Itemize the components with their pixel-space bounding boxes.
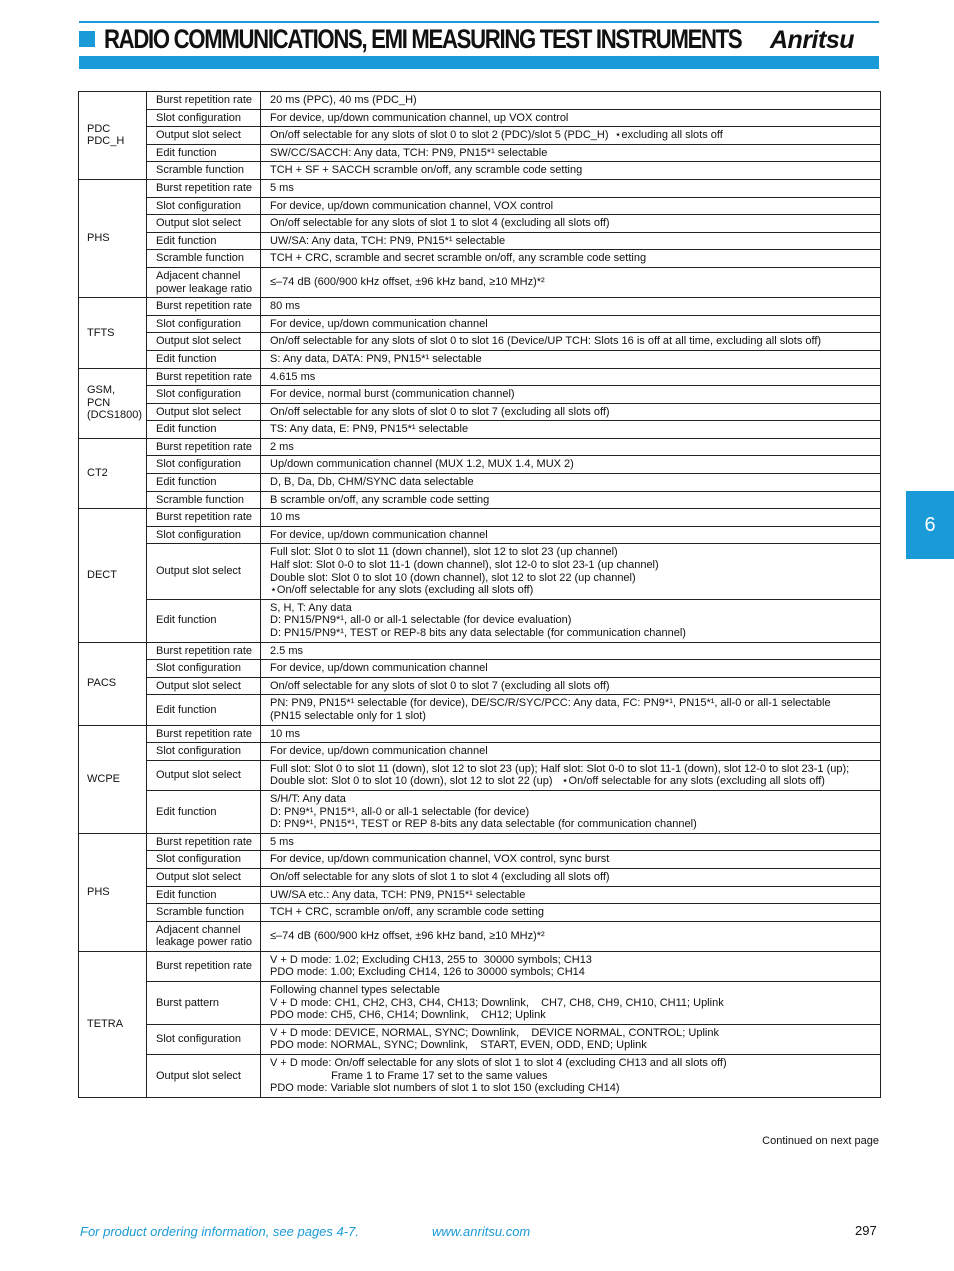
feature-value: V + D mode: 1.02; Excluding CH13, 255 to 30000 symbols; CH13 PDO mode: 1.00; Excluding CH14, 126 to 30000 symbols; CH14 <box>261 951 881 981</box>
feature-value: On/off selectable for any slots of slot 0 to slot 7 (excluding all slots off) <box>261 403 881 421</box>
spec-table <box>78 91 881 1098</box>
table-row <box>79 886 881 904</box>
feature-label: Edit function <box>147 232 261 250</box>
feature-value: For device, up/down communication channel <box>261 315 881 333</box>
feature-label: Edit function <box>147 421 261 439</box>
feature-label: Burst repetition rate <box>147 92 261 110</box>
feature-value: 20 ms (PPC), 40 ms (PDC_H) <box>261 92 881 110</box>
feature-value: On/off selectable for any slots of slot 1 to slot 4 (excluding all slots off) <box>261 868 881 886</box>
feature-label: Slot configuration <box>147 109 261 127</box>
feature-value: Full slot: Slot 0 to slot 11 (down channel), slot 12 to slot 23 (up channel) Half slot: Slot 0-0 to slot 11-1 (down channel), slot 12-0 to slot 23-1 (up channel) Double slot: Slot 0 to slot 10 (down channel), slot 12 to slot 22 (up channel) ⋆On/off selectable for any slots (excluding all slots off) <box>261 544 881 599</box>
feature-value: Full slot: Slot 0 to slot 11 (down), slot 12 to slot 23 (up); Half slot: Slot 0-0 to slot 11-1 (down), slot 12-0 to slot 23-1 (up); Double slot: Slot 0 to slot 10 (down), slot 12 to slot 22 (up) ⋆On/off selectable for any slots (excluding all slots off) <box>261 760 881 790</box>
table-row <box>79 790 881 833</box>
feature-value: Up/down communication channel (MUX 1.2, MUX 1.4, MUX 2) <box>261 456 881 474</box>
table-row <box>79 677 881 695</box>
feature-label: Slot configuration <box>147 456 261 474</box>
table-row <box>79 921 881 951</box>
feature-label: Burst repetition rate <box>147 642 261 660</box>
table-row <box>79 1055 881 1098</box>
feature-label: Burst pattern <box>147 982 261 1025</box>
table-row <box>79 315 881 333</box>
table-row <box>79 509 881 527</box>
feature-value: 5 ms <box>261 833 881 851</box>
top-rule <box>79 21 879 23</box>
table-row <box>79 298 881 316</box>
feature-value: 10 ms <box>261 725 881 743</box>
table-row <box>79 92 881 110</box>
table-row <box>79 250 881 268</box>
table-row <box>79 109 881 127</box>
feature-label: Burst repetition rate <box>147 298 261 316</box>
standard-name: WCPE <box>79 725 147 833</box>
feature-value: SW/CC/SACCH: Any data, TCH: PN9, PN15*¹ selectable <box>261 144 881 162</box>
feature-label: Output slot select <box>147 760 261 790</box>
feature-value: S/H/T: Any data D: PN9*¹, PN15*¹, all-0 or all-1 selectable (for device) D: PN9*¹, PN15*¹, TEST or REP 8-bits any data selectable (for communication channel) <box>261 790 881 833</box>
feature-label: Edit function <box>147 350 261 368</box>
table-row <box>79 868 881 886</box>
table-row <box>79 833 881 851</box>
feature-value: S, H, T: Any data D: PN15/PN9*¹, all-0 or all-1 selectable (for device evaluation) D: PN15/PN9*¹, TEST or REP-8 bits any data selectable (for communication channel) <box>261 599 881 642</box>
feature-value: On/off selectable for any slots of slot 0 to slot 16 (Device/UP TCH: Slots 16 is off at all time, excluding all slots off) <box>261 333 881 351</box>
feature-value: V + D mode: DEVICE, NORMAL, SYNC; Downlink, DEVICE NORMAL, CONTROL; Uplink PDO mode: NORMAL, SYNC; Downlink, START, EVEN, ODD, END; Uplink <box>261 1024 881 1054</box>
feature-label: Slot configuration <box>147 660 261 678</box>
feature-label: Output slot select <box>147 868 261 886</box>
header-square-icon <box>79 31 95 47</box>
feature-value: TS: Any data, E: PN9, PN15*¹ selectable <box>261 421 881 439</box>
feature-label: Slot configuration <box>147 851 261 869</box>
feature-value: 80 ms <box>261 298 881 316</box>
feature-label: Scramble function <box>147 904 261 922</box>
feature-value: Following channel types selectable V + D mode: CH1, CH2, CH3, CH4, CH13; Downlink, CH7, CH8, CH9, CH10, CH11; Uplink PDO mode: CH5, CH6, CH14; Downlink, CH12; Uplink <box>261 982 881 1025</box>
feature-label: Slot configuration <box>147 1024 261 1054</box>
standard-name: PACS <box>79 642 147 725</box>
table-row <box>79 491 881 509</box>
feature-value: For device, up/down communication channel <box>261 660 881 678</box>
feature-value: TCH + SF + SACCH scramble on/off, any scramble code setting <box>261 162 881 180</box>
feature-value: 4.615 ms <box>261 368 881 386</box>
table-row <box>79 421 881 439</box>
table-row <box>79 642 881 660</box>
continued-note: Continued on next page <box>762 1135 879 1147</box>
chapter-tab[interactable] <box>906 491 954 559</box>
feature-value: For device, up/down communication channel, VOX control, sync burst <box>261 851 881 869</box>
table-row <box>79 144 881 162</box>
table-row <box>79 982 881 1025</box>
feature-label: Slot configuration <box>147 197 261 215</box>
standard-name: PHS <box>79 179 147 297</box>
standard-name: PDC PDC_H <box>79 92 147 180</box>
feature-label: Edit function <box>147 474 261 492</box>
table-row <box>79 232 881 250</box>
feature-label: Scramble function <box>147 491 261 509</box>
feature-value: For device, up/down communication channel, VOX control <box>261 197 881 215</box>
table-row <box>79 162 881 180</box>
table-row <box>79 695 881 725</box>
table-row <box>79 660 881 678</box>
feature-value: 10 ms <box>261 509 881 527</box>
feature-value: UW/SA etc.: Any data, TCH: PN9, PN15*¹ selectable <box>261 886 881 904</box>
feature-label: Edit function <box>147 790 261 833</box>
standard-name: DECT <box>79 509 147 642</box>
table-row <box>79 743 881 761</box>
feature-label: Slot configuration <box>147 743 261 761</box>
feature-label: Edit function <box>147 599 261 642</box>
feature-value: For device, up/down communication channel <box>261 526 881 544</box>
feature-value: TCH + CRC, scramble on/off, any scramble code setting <box>261 904 881 922</box>
ordering-link[interactable]: For product ordering information, see pages 4-7. <box>80 1224 359 1239</box>
feature-value: S: Any data, DATA: PN9, PN15*¹ selectable <box>261 350 881 368</box>
feature-value: TCH + CRC, scramble and secret scramble on/off, any scramble code setting <box>261 250 881 268</box>
feature-value: 2.5 ms <box>261 642 881 660</box>
table-row <box>79 197 881 215</box>
feature-value: On/off selectable for any slots of slot 1 to slot 4 (excluding all slots off) <box>261 215 881 233</box>
feature-label: Output slot select <box>147 127 261 145</box>
table-row <box>79 851 881 869</box>
brand-logo: Anritsu <box>770 26 854 54</box>
website-link[interactable]: www.anritsu.com <box>432 1224 531 1239</box>
feature-value: 2 ms <box>261 438 881 456</box>
standard-name: GSM, PCN (DCS1800) <box>79 368 147 438</box>
table-row <box>79 1024 881 1054</box>
table-row <box>79 403 881 421</box>
table-row <box>79 368 881 386</box>
chapter-tab-label: 6 <box>924 513 936 536</box>
table-row <box>79 904 881 922</box>
feature-label: Adjacent channel power leakage ratio <box>147 267 261 297</box>
table-row <box>79 599 881 642</box>
standard-name: CT2 <box>79 438 147 508</box>
table-row <box>79 333 881 351</box>
feature-label: Burst repetition rate <box>147 725 261 743</box>
feature-value: On/off selectable for any slots of slot 0 to slot 2 (PDC)/slot 5 (PDC_H) ⋆excluding all slots off <box>261 127 881 145</box>
feature-label: Scramble function <box>147 162 261 180</box>
feature-label: Burst repetition rate <box>147 833 261 851</box>
table-row <box>79 267 881 297</box>
feature-label: Output slot select <box>147 677 261 695</box>
feature-value: For device, normal burst (communication channel) <box>261 386 881 404</box>
feature-label: Output slot select <box>147 333 261 351</box>
feature-label: Slot configuration <box>147 526 261 544</box>
feature-value: On/off selectable for any slots of slot 0 to slot 7 (excluding all slots off) <box>261 677 881 695</box>
feature-label: Edit function <box>147 695 261 725</box>
feature-label: Burst repetition rate <box>147 368 261 386</box>
table-row <box>79 350 881 368</box>
header-bar <box>79 56 879 69</box>
feature-label: Output slot select <box>147 1055 261 1098</box>
feature-value: UW/SA: Any data, TCH: PN9, PN15*¹ selectable <box>261 232 881 250</box>
feature-value: ≤–74 dB (600/900 kHz offset, ±96 kHz band, ≥10 MHz)*² <box>261 267 881 297</box>
table-row <box>79 456 881 474</box>
table-row <box>79 760 881 790</box>
feature-label: Burst repetition rate <box>147 951 261 981</box>
feature-label: Slot configuration <box>147 315 261 333</box>
feature-value: 5 ms <box>261 179 881 197</box>
table-row <box>79 438 881 456</box>
table-row <box>79 474 881 492</box>
feature-label: Burst repetition rate <box>147 509 261 527</box>
table-row <box>79 544 881 599</box>
standard-name: PHS <box>79 833 147 951</box>
feature-label: Output slot select <box>147 403 261 421</box>
feature-label: Burst repetition rate <box>147 179 261 197</box>
table-row <box>79 179 881 197</box>
feature-value: For device, up/down communication channel <box>261 743 881 761</box>
table-row <box>79 386 881 404</box>
page-number: 297 <box>855 1223 877 1238</box>
standard-name: TETRA <box>79 951 147 1097</box>
table-row <box>79 215 881 233</box>
feature-label: Edit function <box>147 144 261 162</box>
page-title: RADIO COMMUNICATIONS, EMI MEASURING TEST INSTRUMENTS <box>104 24 742 54</box>
feature-value: ≤–74 dB (600/900 kHz offset, ±96 kHz band, ≥10 MHz)*² <box>261 921 881 951</box>
feature-label: Slot configuration <box>147 386 261 404</box>
table-row <box>79 127 881 145</box>
feature-value: For device, up/down communication channel, up VOX control <box>261 109 881 127</box>
feature-label: Adjacent channel leakage power ratio <box>147 921 261 951</box>
standard-name: TFTS <box>79 298 147 368</box>
feature-value: B scramble on/off, any scramble code setting <box>261 491 881 509</box>
table-row <box>79 951 881 981</box>
feature-label: Output slot select <box>147 215 261 233</box>
feature-label: Burst repetition rate <box>147 438 261 456</box>
feature-label: Output slot select <box>147 544 261 599</box>
feature-label: Scramble function <box>147 250 261 268</box>
feature-value: D, B, Da, Db, CHM/SYNC data selectable <box>261 474 881 492</box>
feature-label: Edit function <box>147 886 261 904</box>
table-row <box>79 725 881 743</box>
feature-value: PN: PN9, PN15*¹ selectable (for device), DE/SC/R/SYC/PCC: Any data, FC: PN9*¹, PN15*¹, all-0 or all-1 selectable (PN15 selectable only for 1 slot) <box>261 695 881 725</box>
table-row <box>79 526 881 544</box>
feature-value: V + D mode: On/off selectable for any slots of slot 1 to slot 4 (excluding CH13 and all slots off) Frame 1 to Frame 17 set to the same values PDO mode: Variable slot numbers of slot 1 to slot 150 (excluding CH14) <box>261 1055 881 1098</box>
